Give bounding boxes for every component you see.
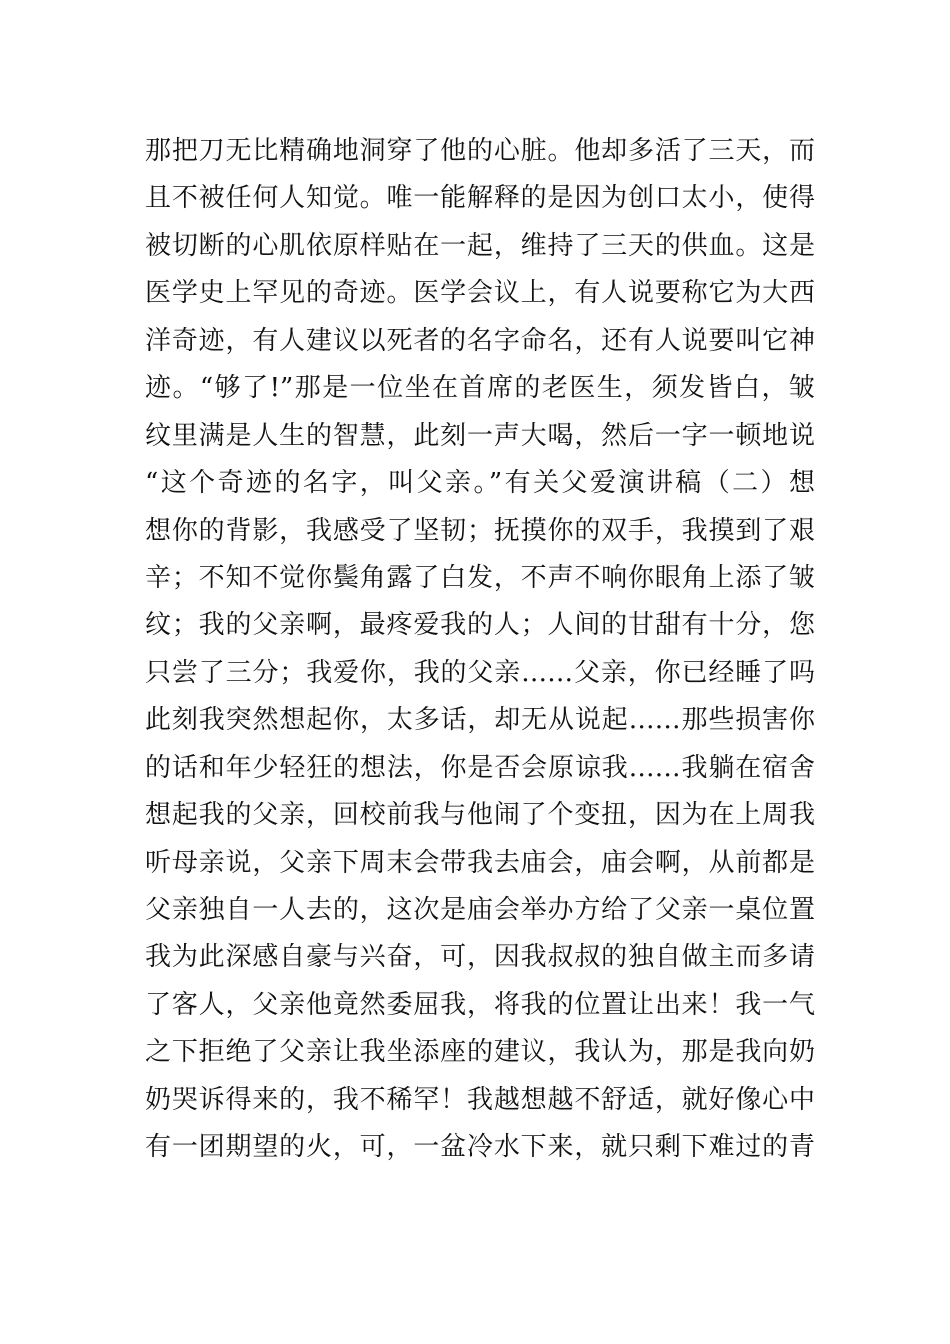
text-line: 那把刀无比精确地洞穿了他的心脏。他却多活了三天，而 <box>145 136 815 166</box>
text-line: 辛；不知不觉你鬓角露了白发，不声不响你眼角上添了皱 <box>145 562 815 593</box>
text-line: “这个奇迹的名字，叫父亲。”有关父爱演讲稿（二）想 <box>145 468 815 499</box>
text-line: 迹。“够了!”那是一位坐在首席的老医生，须发皆白，皱 <box>145 373 815 404</box>
text-line: 洋奇迹，有人建议以死者的名字命名，还有人说要叫它神 <box>145 325 815 356</box>
body-text <box>145 128 815 1172</box>
text-line: 想你的背影，我感受了坚韧；抚摸你的双手，我摸到了艰 <box>145 515 815 546</box>
text-line: 之下拒绝了父亲让我坐添座的建议，我认为，那是我向奶 <box>145 1037 815 1068</box>
text-line: 只尝了三分；我爱你，我的父亲……父亲，你已经睡了吗 <box>145 657 815 688</box>
text-line: 且不被任何人知觉。唯一能解释的是因为创口太小，使得 <box>145 183 815 214</box>
text-line: 我为此深感自豪与兴奋，可，因我叔叔的独自做主而多请 <box>145 942 815 973</box>
text-line: 此刻我突然想起你，太多话，却无从说起……那些损害你 <box>145 705 815 736</box>
text-line: 医学史上罕见的奇迹。医学会议上，有人说要称它为大西 <box>145 278 815 309</box>
text-line: 奶哭诉得来的，我不稀罕！我越想越不舒适，就好像心中 <box>145 1084 815 1115</box>
text-line: 想起我的父亲，回校前我与他闹了个变扭，因为在上周我 <box>145 800 815 831</box>
text-line: 有一团期望的火，可，一盆冷水下来，就只剩下难过的青 <box>145 1132 815 1163</box>
text-line: 父亲独自一人去的，这次是庙会举办方给了父亲一桌位置 <box>145 895 815 925</box>
text-line: 的话和年少轻狂的想法，你是否会原谅我……我躺在宿舍 <box>145 752 815 783</box>
text-line: 了客人，父亲他竟然委屈我，将我的位置让出来！我一气 <box>145 989 815 1020</box>
text-line: 听母亲说，父亲下周末会带我去庙会，庙会啊，从前都是 <box>145 847 815 878</box>
text-line: 被切断的心肌依原样贴在一起，维持了三天的供血。这是 <box>145 230 815 261</box>
text-line: 纹；我的父亲啊，最疼爱我的人；人间的甘甜有十分，您 <box>145 610 815 641</box>
text-line: 纹里满是人生的智慧，此刻一声大喝，然后一字一顿地说 <box>145 420 815 451</box>
